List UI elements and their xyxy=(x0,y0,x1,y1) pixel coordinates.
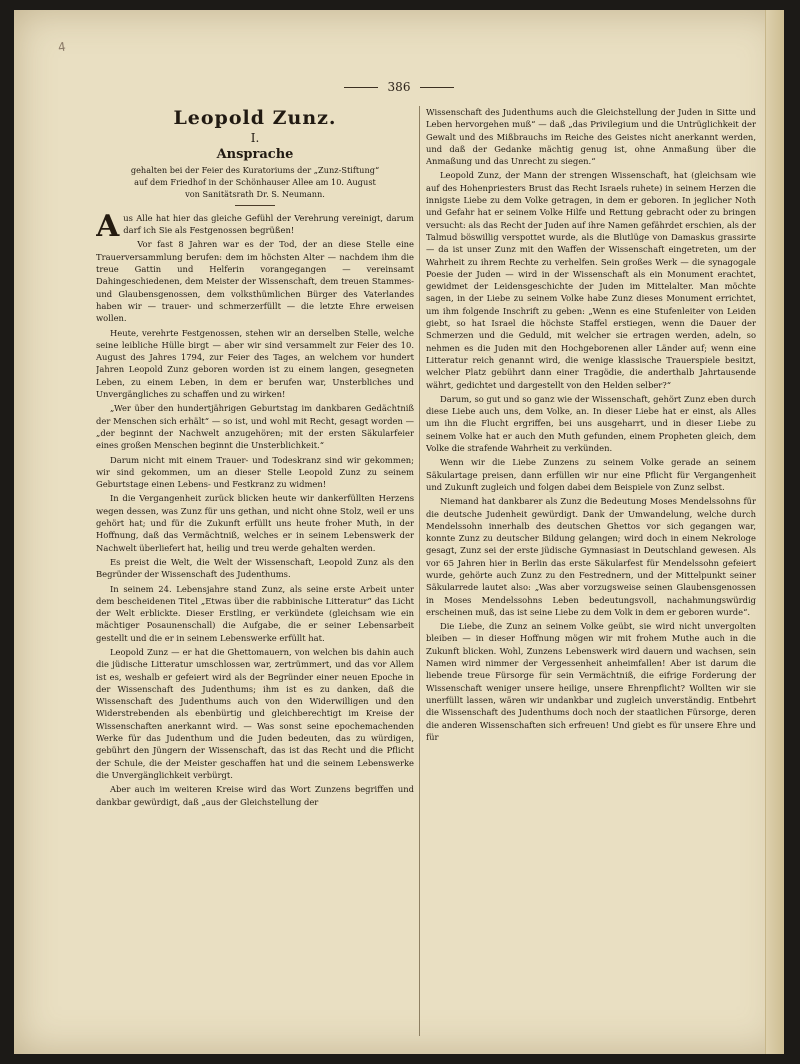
page-header xyxy=(14,80,784,94)
paragraph: „Wer über den hundertjährigen Geburtstag im dankbaren Gedächtniß der Menschen sich erhält“ — so ist, und wohl mit Recht, gesagt worden — „der beginnt der Nachwelt anzugehören; mit der ersten Säkularfeier eines großen Menschen beginnt die Unsterblichkeit.“ xyxy=(96,403,414,451)
header-rule-left xyxy=(344,87,378,88)
paragraph: Vor fast 8 Jahren war es der Tod, der an diese Stelle eine Trauerversammlung berufen: dem im höchsten Alter — nachdem ihm die treue Gattin und Helferin vorangegangen — vereinsamt Dahingeschiedenen, dem Meister der Wissenschaft, dem treuen Stammes- und Glaubensgenossen, dem volksthümlichen Bürger des Vaterlandes haben wir — trauer- und schmerzerfüllt — die letzte Ehre erweisen wollen. xyxy=(96,239,414,324)
paragraph: In seinem 24. Lebensjahre stand Zunz, als seine erste Arbeit unter dem bescheidenen Titel „Etwas über die rabbinische Litteratur“ das Licht der Welt erblickte. Dieser Erstling, er verkündete (gleichsam wie ein mächtiger Posaunenschall) die Aufgabe, die er seiner Lebensarbeit gestellt und die er in seinem Lebenswerke erfüllt hat. xyxy=(96,583,414,643)
drop-cap: A xyxy=(96,208,120,244)
paragraph: Es preist die Welt, die Welt der Wissenschaft, Leopold Zunz als den Begründer der Wissenschaft des Judenthums. xyxy=(96,556,414,580)
column-divider xyxy=(419,106,420,1036)
dedication-line: von Sanitätsrath Dr. S. Neumann. xyxy=(185,188,325,199)
paragraph: Leopold Zunz — er hat die Ghettomauern, von welchen bis dahin auch die jüdische Litteratur umschlossen war, zertrümmert, und das vor Allem ist es, weshalb er gefeiert wird als der Begründer einer neuen Epoche in der Wissenschaft des Judenthums; ihm ist es zu danken, daß die Wissenschaft des Judenthums auch von den Widerwilligen und den Widerstrebenden als ebenbürtig und gleichberechtigt im Kreise der Wissenschaften anerkannt wird. — Was sonst seine epochemachenden Werke für das Judenthum und die Juden bedeuten, das zu würdigen, gebührt den Jüngern der Wissenschaft, das ist das Recht und die Pflicht der Schule, die der Meister geschaffen hat und die seinem Lebenswerke die Unvergänglichkeit verbürgt. xyxy=(96,646,414,780)
paragraph: Wissenschaft des Judenthums auch die Gleichstellung der Juden in Sitte und Leben hervorgehen muß“ — daß „das Privilegium und die Untrüglichkeit der Gewalt und des Mißbrauchs im Reiche des Geistes nicht anerkannt werden, und daß der Gedanke mächtig genug ist, ohne Anmaßung über die Anmaßung und das Unrecht zu siegen.“ xyxy=(426,107,756,167)
article-subtitle: Ansprache xyxy=(216,146,294,162)
section-numeral: I. xyxy=(250,131,260,146)
paragraph: Die Liebe, die Zunz an seinem Volke geübt, sie wird nicht unvergolten bleiben — in dieser Hoffnung mögen wir mit frohem Muthe auch in die Zukunft blicken. Wohl, Zunzens Lebenswerk wird dauern und wachsen, sein Namen wird nimmer der Vergessenheit anheimfallen! Aber ist darum die liebende treue Fürsorge für sein Vermächtniß, die eifrige Forderung der Wissenschaft weniger unsere heilige, unsere Ehrenpflicht? Wollten wir sie unerfüllt lassen, wären wir undankbar und zugleich unverständig. Entbehrt die Wissenschaft des Judenthums doch noch der staatlichen Fürsorge, deren die anderen Wissenschaften sich erfreuen! Und giebt es für unsere Ehre und für xyxy=(426,621,756,742)
page-fold xyxy=(765,10,784,1054)
paragraph: In die Vergangenheit zurück blicken heute wir dankerfüllten Herzens wegen dessen, was Zunz für uns gethan, und nicht ohne Stolz, weil er uns gehört hat; und für die Zukunft erfüllt uns heute froher Muth, in der Hoffnung, daß das Vermächtniß, welches er in seinem Lebenswerk der Nachwelt überliefert hat, heilig und treu werde gehalten werden. xyxy=(96,493,414,553)
section-separator xyxy=(235,205,275,206)
paragraph xyxy=(96,208,414,244)
newspaper-page xyxy=(14,10,784,1054)
left-column xyxy=(96,106,414,1046)
paragraph-text: us Alle hat hier das gleiche Gefühl der Verehrung vereinigt, darum darf ich Sie als Festgenossen begrüßen! xyxy=(123,212,414,236)
page-number: 386 xyxy=(387,80,411,94)
dedication-line: gehalten bei der Feier des Kuratoriums der „Zunz-Stiftung“ xyxy=(130,164,380,175)
paragraph: Niemand hat dankbarer als Zunz die Bedeutung Moses Mendelssohns für die deutsche Judenheit gewürdigt. Dank der Umwandelung, welche durch Mendelssohn innerhalb des deutschen Ghettos vor sich gegangen war, konnte Zunz zu deutscher Bildung gelangen; wird doch in einem Nekrologe gesagt, Zunz sei der erste jüdische Gymnasiast in Deutschland gewesen. Als vor 65 Jahren hier in Berlin das erste Säkularfest für Mendelssohn gefeiert wurde, gehörte auch Zunz zu den Festrednern, und der Mittelpunkt seiner Säkularrede lautet also: „Was aber vorzugsweise seinen Glaubensgenossen in Moses Mendelssohns Leben bedeutungsvoll, nachahmungswürdig erscheinen muß, das ist seine Liebe zu dem Volk in dem er geboren wurde“. xyxy=(426,496,756,617)
paragraph: Leopold Zunz, der Mann der strengen Wissenschaft, hat (gleichsam wie auf des Hohenpriesters Brust das Recht Israels ruhete) in seinem Herzen die innigste Liebe zu dem Volke getragen, in dem er geboren. In jeglicher Noth und Gefahr hat er seinem Volke Hilfe und Rettung gebracht oder zu bringen versucht: als das Recht der Juden auf ihre Namen gefährdet erschien, als der Talmud böswillig verspottet wurde, als die Blutlüge von Damaskus grassirte — da ist unser Zunz mit den Waffen der Wissenschaft eingetreten, um der Wahrheit zu ihrem Rechte zu verhelfen. Sein großes Werk — die synagogale Poesie der Juden — wird in der Wissenschaft als ein Monument erachtet, gewidmet der Leidensgeschichte der Juden im Mittelalter. Man möchte sagen, in der Liebe zu seinem Volke habe Zunz dieses Monument errichtet, um ihm folgende Inschrift zu geben: „Wenn es eine Stufenleiter von Leiden giebt, so hat Israel die höchste Staffel erstiegen, wenn die Dauer der Schmerzen und die Geduld, mit welcher sie ertragen werden, adeln, so nehmen es die Juden mit den Hochgeborenen aller Länder auf; wenn eine Litteratur reich genannt wird, die wenige klassische Trauerspiele besitzt, welcher Platz gebührt dann einer Tragödie, die anderthalb Jahrtausende währt, gedichtet und dargestellt von den Helden selber?“ xyxy=(426,170,756,390)
right-column xyxy=(426,106,756,1046)
paragraph: Darum, so gut und so ganz wie der Wissenschaft, gehört Zunz eben durch diese Liebe auch uns, dem Volke, an. In dieser Liebe hat er einst, als Alles um ihn die Flucht ergriffen, bei uns ausgeharrt, und in dieser Liebe zu seinem Volke hat er auch den Muth gefunden, einem Propheten gleich, dem Volke die strafende Wahrheit zu verkünden. xyxy=(426,393,756,454)
paragraph: Heute, verehrte Festgenossen, stehen wir an derselben Stelle, welche seine leibliche Hülle birgt — aber wir sind versammelt zur Feier des 10. August des Jahres 1794, zur Feier des Tages, an welchem vor hundert Jahren Leopold Zunz geboren worden ist zu einem langen, gesegneten Leben, zu einem Leben, in dem er berufen war, Unsterbliches und Unvergängliches zu schaffen und zu wirken! xyxy=(96,327,414,400)
article-title: Leopold Zunz. xyxy=(173,107,337,129)
paragraph: Aber auch im weiteren Kreise wird das Wort Zunzens begriffen und dankbar gewürdigt, daß „aus der Gleichstellung der xyxy=(96,784,414,807)
paragraph: Darum nicht mit einem Trauer- und Todeskranz sind wir gekommen; wir sind gekommen, um an dieser Stelle Leopold Zunz zu seinem Geburtstage einen Lebens- und Festkranz zu widmen! xyxy=(96,454,414,490)
header-rule-right xyxy=(420,87,454,88)
margin-note: 4 xyxy=(57,39,67,55)
dedication-line: auf dem Friedhof in der Schönhauser Allee am 10. August xyxy=(134,176,376,187)
paragraph: Wenn wir die Liebe Zunzens zu seinem Volke gerade an seinem Säkulartage preisen, dann erfüllen wir nur eine Pflicht für Vergangenheit und Zukunft zugleich und folgen dabei dem Beispiele von Zunz selbst. xyxy=(426,457,756,492)
